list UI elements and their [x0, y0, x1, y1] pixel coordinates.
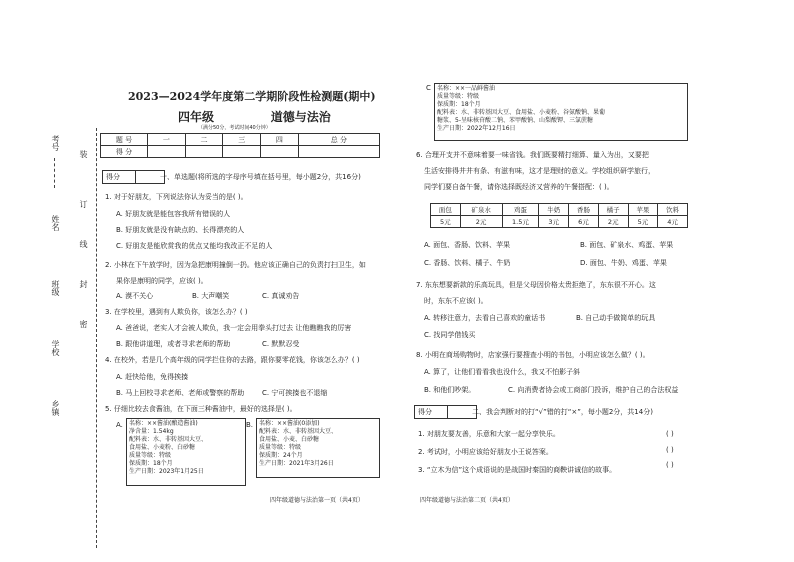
score-row-label: 得 分	[101, 146, 148, 158]
seal-mark-xian: 线	[79, 240, 88, 248]
class-label: 班级	[51, 280, 60, 296]
q3-option-a[interactable]: A. 爸爸说，老实人才会被人欺负，我一定会用拳头打过去 让他瞧瞧我的厉害	[116, 324, 352, 332]
seal-mark-feng: 封	[79, 280, 88, 288]
q3-option-b[interactable]: B. 跟他讲道理，或者寻求老师的帮助	[116, 340, 231, 348]
exam-number-label: 考号	[51, 135, 60, 151]
section1-score-label: 得分	[103, 171, 136, 184]
label-b-line: 食用盐、小麦、白砂糖	[259, 436, 320, 443]
label-a-line: 净含量：1.54kg	[129, 428, 174, 435]
subject: 道德与法治	[270, 110, 331, 124]
price-value: 6元	[569, 216, 599, 228]
score-cell[interactable]	[298, 146, 379, 158]
section2-score-label: 得分	[415, 406, 448, 419]
section1-title: 一、单选题(将所选的字母序号填在括号里，每小题2分，共16分)	[160, 173, 361, 181]
exam-number-line	[54, 158, 56, 188]
price-value: 5元	[628, 216, 658, 228]
score-header: 一	[148, 134, 186, 146]
score-table	[100, 133, 380, 158]
judge-item-2: 2. 考试时，小明应该给好朋友小王说答案。	[418, 448, 553, 456]
grade: 四年级	[178, 110, 215, 124]
label-b-line: 名称：××酱油(0添加)	[259, 420, 320, 427]
label-a-line: 保质期：18个月	[129, 460, 173, 467]
price-value: 4元	[658, 216, 688, 228]
label-a-line: 食用盐、小麦粉、白砂糖	[129, 444, 196, 451]
score-header: 二	[185, 134, 223, 146]
q8-stem: 8. 小明在商场购物时，店家强行要搜查小明的书包，小明应该怎么做？( )。	[416, 351, 650, 359]
q1-option-c[interactable]: C. 好朋友是能欣赏我的优点又能均我改正不足的人	[116, 242, 273, 250]
price-item: 饮料	[658, 204, 688, 216]
price-value: 3元	[539, 216, 569, 228]
judge-answer-1[interactable]: ( )	[666, 430, 674, 438]
price-item: 鸡蛋	[502, 204, 539, 216]
label-b-line: 质量等级：特级	[259, 444, 302, 451]
judge-item-1: 1. 对朋友要友善，乐意和大家一起分享快乐。	[418, 430, 560, 438]
exam-note: （满分50分，考试时间40分钟）	[198, 125, 271, 131]
q6-option-b[interactable]: B. 面包、矿泉水、鸡蛋、苹果	[580, 241, 674, 249]
label-a-line: 质量等级：特级	[129, 452, 172, 459]
price-item: 矿泉水	[460, 204, 502, 216]
q7-stem-2: 时，东东不应该( )。	[424, 297, 488, 305]
score-header: 四	[261, 134, 299, 146]
q1-stem: 1. 对于好朋友，下列说法你认为妥当的是( )。	[105, 193, 248, 201]
q5-option-a-label[interactable]: A.	[116, 421, 123, 429]
q7-option-a[interactable]: A. 转移注意力，去看自己喜欢的童话书	[424, 314, 546, 322]
label-a-line: 名称：××酱油(酿造酱油)	[129, 420, 198, 427]
judge-item-3: 3. “立木为信”这个成语说的是战国时秦国的商鞅讲诚信的故事。	[418, 466, 617, 474]
q5-label-b	[256, 418, 380, 478]
score-value-row	[101, 146, 380, 158]
score-header: 总 分	[298, 134, 379, 146]
q8-option-c[interactable]: C. 向消费者协会或工商部门投诉，维护自己的合法权益	[508, 386, 679, 394]
label-b-line: 生产日期：2021年3月26日	[259, 460, 334, 467]
score-header-row	[101, 134, 380, 146]
q6-stem-2: 生活安排得井井有条、有滋有味，这才是理财的意义。学校组织研学旅行，	[424, 167, 655, 175]
label-c-line: 糖浆、5-呈味核苷酸二钠、苯甲酸钠、山梨酸钾、三氯蔗糖	[437, 117, 593, 124]
price-value: 1.5元	[502, 216, 539, 228]
price-item: 橘子	[598, 204, 628, 216]
q6-stem-3: 同学们要自备午餐，请你选择既经济又营养的午餐搭配：( )。	[424, 183, 614, 191]
price-item: 苹果	[628, 204, 658, 216]
q1-option-a[interactable]: A. 好朋友就是能包容我所有错误的人	[116, 210, 231, 218]
q2-stem: 2. 小林在下午放学时，因为急把康明撞倒一扔。他应该正确自己的负责打扫卫生，如	[105, 261, 366, 269]
q6-option-a[interactable]: A. 面包、香肠、饮料、苹果	[424, 241, 511, 249]
label-b-line: 保质期：24个月	[259, 452, 303, 459]
q6-option-d[interactable]: D. 面包、牛奶、鸡蛋、苹果	[580, 259, 667, 267]
price-item: 香肠	[569, 204, 599, 216]
q6-option-c[interactable]: C. 香肠、饮料、橘子、牛奶	[424, 259, 511, 267]
label-c-line: 生产日期：2022年12月16日	[437, 125, 516, 132]
grade-subject	[178, 108, 331, 125]
q5-option-c-label[interactable]: C	[426, 84, 431, 92]
q5-stem: 5. 仔细比较去食酱油，在下面三种酱油中，最好的选择是( )。	[105, 405, 297, 413]
q8-option-b[interactable]: B. 和他们吵架。	[424, 386, 476, 394]
binding-area	[40, 130, 100, 550]
q8-option-a[interactable]: A. 算了，让他们看看我也没什么，我又不怕影子斜	[424, 368, 581, 376]
q4-option-c[interactable]: C. 宁可挨揍也不退缩	[262, 389, 328, 397]
label-c-line: 保质期：18个月	[437, 101, 481, 108]
price-item-row	[431, 204, 688, 216]
town-label: 乡镇	[51, 400, 60, 416]
section2-title: 二、我会判断对的打“√”错的打“×”，每小题2分，共14分)	[472, 408, 653, 416]
q7-option-c[interactable]: C. 找同学借钱买	[424, 331, 476, 339]
q3-stem: 3. 在学校里，遇到有人欺负你，该怎么办？( )	[105, 308, 248, 316]
q2-option-a[interactable]: A. 漠不关心	[116, 292, 154, 300]
name-label: 姓名	[51, 215, 60, 231]
label-c-line: 配料表：水、非转基因大豆、食用盐、小麦粉、谷氨酸钠、果葡	[437, 109, 606, 116]
seal-mark-zhuang: 装	[79, 150, 88, 158]
judge-answer-2[interactable]: ( )	[666, 446, 674, 454]
score-cell[interactable]	[148, 146, 186, 158]
q7-option-b[interactable]: B. 自己动手做简单的玩具	[576, 314, 656, 322]
q2-option-b[interactable]: B. 大声嘲笑	[192, 292, 230, 300]
label-b-line: 配料表：水、非转基因大豆、	[259, 428, 338, 435]
price-table	[430, 203, 688, 228]
score-header: 三	[223, 134, 261, 146]
section1-score-box	[102, 170, 165, 184]
section2-score-box	[414, 405, 477, 419]
score-cell[interactable]	[223, 146, 261, 158]
price-item: 牛奶	[539, 204, 569, 216]
q1-option-b[interactable]: B. 好朋友就是没有缺点的、长得漂亮的人	[116, 226, 245, 234]
q6-stem: 6. 合理开支并不意味着要一味省钱。我们既要精打细算、量入为出，又要把	[416, 151, 649, 159]
footer-right: 四年级道德与法治第二页（共4页）	[420, 497, 514, 504]
judge-answer-3[interactable]: ( )	[666, 461, 674, 469]
label-a-line: 生产日期：2023年1月25日	[129, 468, 204, 475]
school-label: 学校	[51, 340, 60, 356]
score-header: 题 号	[101, 134, 148, 146]
q4-stem: 4. 在校外，若是几个高年级的同学拦住你的去路，跟你要零花钱，你该怎么办？( )	[105, 356, 360, 364]
footer-left: 四年级道德与法治第一页（共4页）	[270, 497, 364, 504]
q4-option-b[interactable]: B. 马上回校寻求老师、老师或警察的帮助	[116, 389, 245, 397]
label-c-line: 名称：××一品鲜酱油	[437, 85, 496, 92]
price-value: 2元	[598, 216, 628, 228]
label-a-line: 配料表：水、非转基因大豆、	[129, 436, 208, 443]
seal-mark-ding: 订	[79, 200, 88, 208]
price-value: 5元	[431, 216, 461, 228]
seal-mark-mi: 密	[79, 320, 88, 328]
score-cell[interactable]	[261, 146, 299, 158]
price-value-row	[431, 216, 688, 228]
q4-option-a[interactable]: A. 赶快给他，免得挨揍	[116, 373, 189, 381]
price-value: 2元	[460, 216, 502, 228]
score-cell[interactable]	[185, 146, 223, 158]
q7-stem: 7. 东东想要新款的乐高玩具，但是父母因价格太贵拒绝了，东东很不开心。这	[416, 281, 656, 289]
q2-option-c[interactable]: C. 真诚劝告	[262, 292, 300, 300]
q5-label-a	[126, 418, 246, 486]
price-item: 面包	[431, 204, 461, 216]
q5-option-b-label[interactable]: B.	[246, 421, 254, 429]
q2-stem-2: 果你是康明的同学，应该( )。	[116, 277, 208, 285]
exam-title: 2023—2024学年度第二学期阶段性检测题(期中)	[128, 90, 376, 103]
label-c-line: 质量等级：特级	[437, 93, 480, 100]
q5-label-c	[434, 83, 688, 141]
q3-option-c[interactable]: C. 默默忍受	[262, 340, 300, 348]
